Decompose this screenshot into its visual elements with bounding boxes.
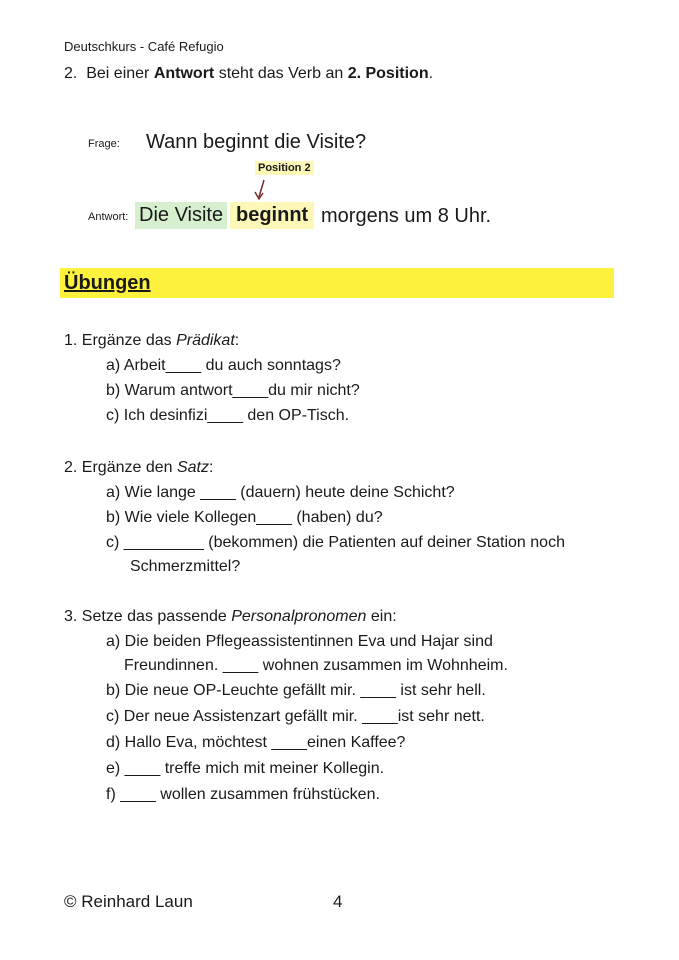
exercise-1-item-a: a) Arbeit____ du auch sonntags? (106, 357, 341, 374)
exercise-2-item-a: a) Wie lange ____ (dauern) heute deine Schicht? (106, 484, 455, 501)
exercise-3-item-e: e) ____ treffe mich mit meiner Kollegin. (106, 760, 385, 777)
rule-bold-position: 2. Position (347, 65, 429, 82)
rule-number: 2. (64, 65, 78, 82)
antwort-label: Antwort: (88, 211, 129, 223)
exercise-1-item-c: c) Ich desinfizi____ den OP-Tisch. (106, 407, 350, 424)
rule-text-2: steht das Verb an (214, 65, 348, 82)
position-2-label: Position 2 (255, 161, 314, 175)
rule-sentence (64, 65, 433, 83)
exercise-2-heading-italic: Satz (176, 459, 209, 476)
exercise-1-item-b: b) Warum antwort____du mir nicht? (106, 382, 360, 399)
antwort-rest: morgens um 8 Uhr. (321, 205, 492, 227)
page-number: 4 (333, 892, 343, 911)
exercise-1-heading-end: : (234, 332, 240, 349)
exercise-3-item-d: d) Hallo Eva, möchtest ____einen Kaffee? (106, 734, 406, 751)
exercise-3-heading-text: 3. Setze das passende (64, 608, 232, 625)
exercise-1-heading-text: 1. Ergänze das (64, 332, 177, 349)
exercise-3-item-a-line-2: Freundinnen. ____ wohnen zusammen im Wohnheim. (124, 657, 508, 674)
footer-copyright: © Reinhard Laun (64, 892, 193, 911)
exercise-3-item-b: b) Die neue OP-Leuchte gefällt mir. ____ ist sehr hell. (106, 682, 486, 699)
exercise-2-heading-text: 2. Ergänze den (64, 459, 177, 476)
antwort-verb-highlight: beginnt (230, 202, 314, 229)
arrow-down-icon (252, 178, 272, 202)
exercise-2-item-c: c) _________ (bekommen) die Patienten auf deiner Station noch (106, 534, 565, 551)
exercise-3-item-a-line-1: a) Die beiden Pflegeassistentinnen Eva und Hajar sind (106, 633, 493, 650)
exercise-3-item-f: f) ____ wollen zusammen frühstücken. (106, 786, 380, 803)
exercise-1-heading-italic: Prädikat (176, 332, 235, 349)
section-title: Übungen (64, 272, 151, 294)
exercise-2-item-b: b) Wie viele Kollegen____ (haben) du? (106, 509, 383, 526)
frage-text: Wann beginnt die Visite? (146, 131, 367, 153)
exercise-3-heading (64, 608, 397, 626)
exercise-2-heading-end: : (208, 459, 214, 476)
rule-text-3: . (428, 65, 434, 82)
exercise-3-heading-italic: Personalpronomen (231, 608, 367, 625)
exercise-3-heading-end: ein: (366, 608, 397, 625)
exercise-1-heading (64, 332, 239, 350)
exercise-2-heading (64, 459, 213, 477)
exercise-3-item-c: c) Der neue Assistenzart gefällt mir. ____ist sehr nett. (106, 708, 485, 725)
antwort-subject-highlight: Die Visite (135, 202, 227, 229)
course-header: Deutschkurs - Café Refugio (64, 39, 224, 54)
exercise-2-item-c-continuation: Schmerzmittel? (130, 558, 241, 575)
rule-bold-antwort: Antwort (153, 65, 215, 82)
rule-text-1: Bei einer (86, 65, 154, 82)
frage-label: Frage: (88, 138, 120, 150)
